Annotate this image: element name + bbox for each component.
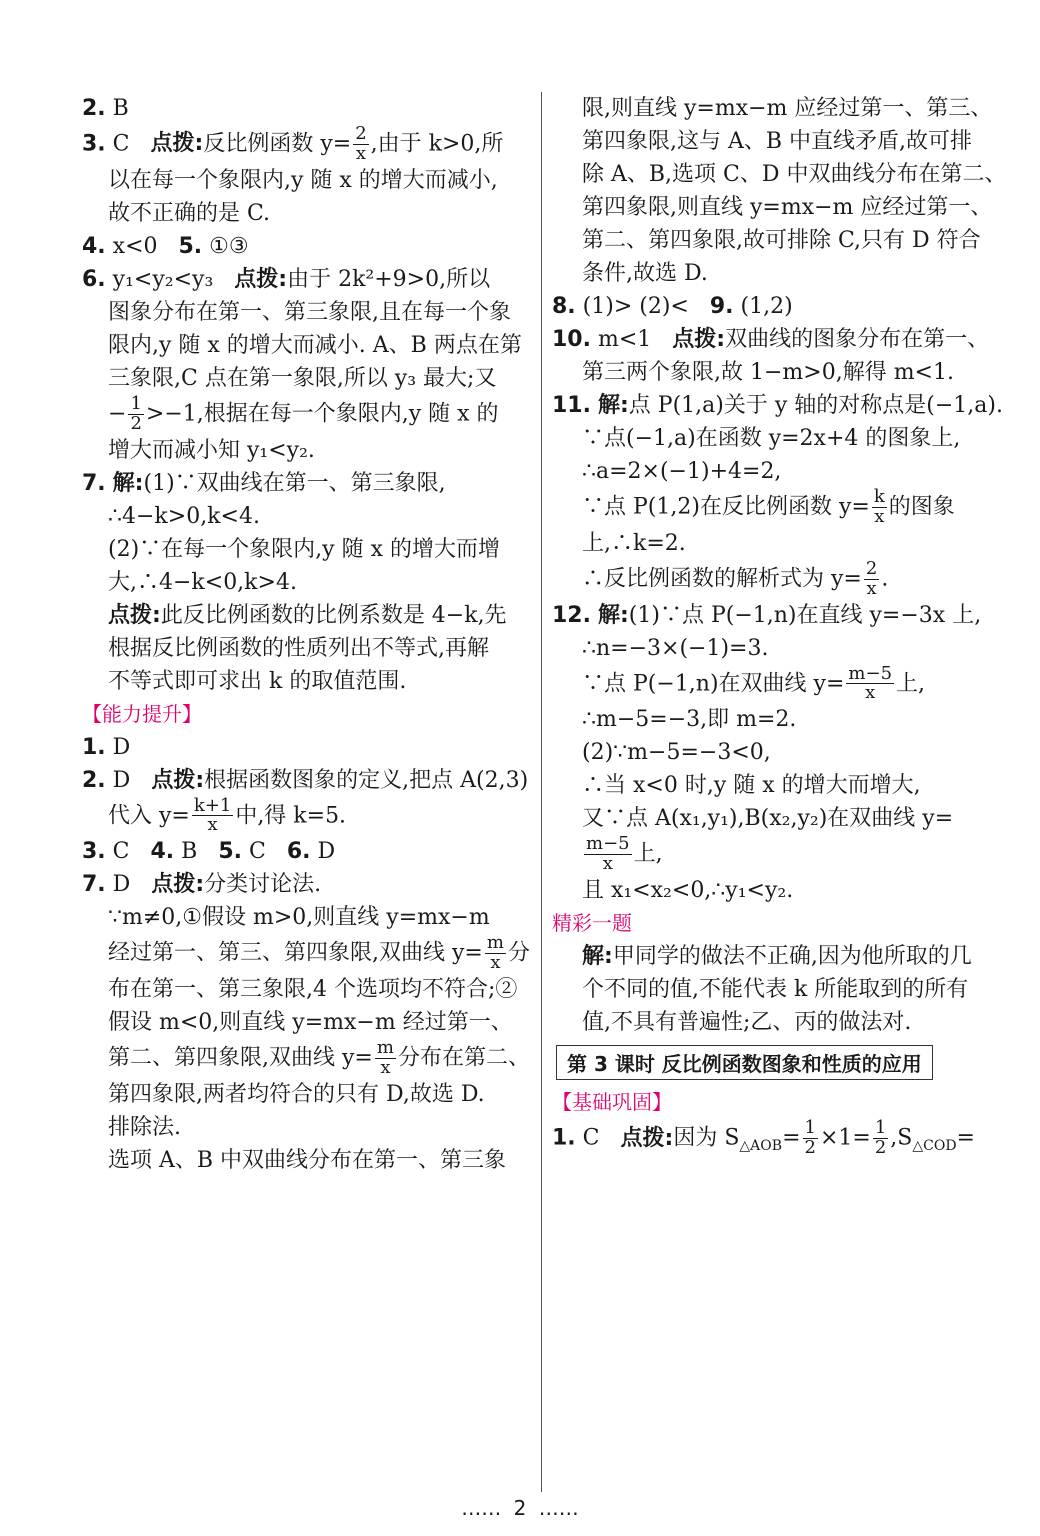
answer-10 [552, 323, 1000, 356]
text-line: 排除法. [108, 1114, 181, 1140]
text-line: 限内,y 随 x 的增大而减小. A、B 两点在第 [108, 332, 522, 358]
text-line: 上,∴k=2. [582, 530, 686, 556]
question-number: 7. [82, 470, 106, 496]
question-number: 8. [552, 294, 576, 319]
question-number: 10. [552, 327, 591, 352]
text-line: 第四象限,这与 A、B 中直线矛盾,故可排 [582, 129, 973, 154]
denominator: x [490, 952, 501, 974]
answer-8-9 [552, 290, 1000, 323]
answer-11 [552, 389, 1003, 422]
answer-text: C [582, 1125, 600, 1151]
text: 此反比例函数的比例系数是 4−k,先 [160, 602, 507, 628]
text-line: 个不同的值,不能代表 k 所能取到的所有 [582, 977, 969, 1003]
lesson-title: 第 3 课时 反比例函数图象和性质的应用 [556, 1045, 933, 1080]
text-line: ∴m−5=−3,即 m=2. [582, 707, 797, 733]
text-line: 不等式即可求出 k 的取值范围. [108, 668, 407, 694]
question-number: 4. [82, 233, 106, 259]
text-line: 第四象限,两者均符合的只有 D,故选 D. [108, 1081, 485, 1107]
text: 分布在第二、 [397, 1045, 530, 1071]
section-heading [552, 1086, 1000, 1119]
question-number: 7. [82, 872, 106, 898]
answer-12 [552, 599, 1000, 632]
section-highlight: 精彩一题 [552, 911, 632, 936]
tip-label: 点拨: [620, 1125, 674, 1151]
text-line: 条件,故选 D. [582, 261, 708, 286]
solution-label: 解: [597, 393, 629, 418]
answer-p7 [82, 868, 532, 901]
tip-label: 点拨: [150, 131, 204, 157]
text-line: ∵m≠0,①假设 m>0,则直线 y=mx−m [108, 905, 490, 931]
fraction [873, 1119, 888, 1158]
text-line: ∴a=2×(−1)+4=2, [582, 459, 782, 484]
text: 甲同学的做法不正确,因为他所取的几 [612, 944, 972, 970]
text-line-fraction [82, 794, 532, 836]
tip-line [82, 599, 532, 632]
tip-label: 点拨: [108, 602, 161, 628]
footer-dots-left: …… [461, 1496, 502, 1520]
text: − [108, 401, 127, 427]
text-line-fraction [552, 662, 1000, 704]
fraction [584, 835, 632, 874]
text: 反比例函数 [203, 131, 321, 157]
text: . [881, 566, 889, 592]
text-line: 增大而减小知 y₁<y₂. [108, 437, 315, 463]
text: 因为 S [673, 1125, 740, 1151]
answer-text: D [317, 839, 336, 865]
answer-text: B [112, 96, 129, 121]
text-line: 除 A、B,选项 C、D 中双曲线分布在第二、 [582, 162, 1007, 187]
text-line: 选项 A、B 中双曲线分布在第一、第三象 [108, 1147, 507, 1173]
question-number: 6. [286, 839, 311, 865]
text: 点 P(1,a)关于 y 轴的对称点是(−1,a). [628, 393, 1003, 418]
tip-label: 点拨: [672, 327, 726, 352]
question-number: 4. [150, 839, 175, 865]
subscript: △AOB [739, 1137, 783, 1154]
text-line: 三象限,C 点在第一象限,所以 y₃ 最大;又 [108, 365, 497, 391]
answer-4-5 [82, 230, 532, 263]
text: (1)∵双曲线在第一、第三象限, [143, 470, 446, 496]
fraction [353, 125, 368, 164]
answer-text: D [112, 872, 131, 898]
text: = [782, 1125, 801, 1151]
text-line: 大,∴4−k<0,k>4. [108, 569, 297, 595]
text: >−1,根据在每一个象限内,y 随 x 的 [145, 401, 499, 427]
answer-text: D [112, 734, 131, 760]
answer-7 [82, 467, 532, 500]
answer-text: B [181, 839, 198, 865]
answer-text: (1)> (2)< [582, 294, 689, 319]
answer-3 [82, 125, 532, 164]
answer-2 [82, 92, 532, 125]
question-number: 3. [82, 839, 106, 865]
numerator: m [486, 932, 504, 954]
answer-b1 [552, 1119, 1000, 1158]
text-line: 又∵点 A(x₁,y₁),B(x₂,y₂)在双曲线 y= [582, 806, 954, 832]
fraction [485, 934, 506, 973]
denominator: x [355, 142, 366, 164]
subscript: △COD [912, 1137, 957, 1154]
text: 上, [896, 670, 926, 696]
answer-text: C [112, 839, 130, 865]
numerator: m−5 [586, 833, 630, 855]
question-number: 3. [82, 131, 106, 157]
tip-label: 点拨: [151, 872, 205, 898]
text: = [956, 1125, 975, 1151]
answer-text: m<1 [597, 327, 652, 352]
text: y= [320, 131, 352, 157]
text: ,由于 k>0,所 [370, 131, 504, 157]
text-line: ∴4−k>0,k<4. [108, 503, 260, 529]
numerator: 2 [865, 557, 878, 579]
text-line: 以在每一个象限内,y 随 x 的增大而减小, [108, 167, 498, 193]
text-line: (2)∵在每一个象限内,y 随 x 的增大而增 [108, 536, 500, 562]
tip-label: 点拨: [234, 266, 288, 292]
solution-label: 解: [597, 602, 629, 628]
text-line: 布在第一、第三象限,4 个选项均不符合;② [108, 977, 518, 1003]
footer-dots-right: …… [538, 1496, 579, 1520]
section-heading [82, 698, 532, 731]
text-line-fraction [552, 557, 1000, 599]
answer-p1 [82, 731, 532, 764]
numerator: 1 [804, 1117, 816, 1139]
question-number: 9. [709, 294, 734, 319]
answer-text: C [249, 839, 266, 865]
text-line: ∴当 x<0 时,y 随 x 的增大而增大, [582, 773, 921, 799]
text: ∵点 P(1,2)在反比例函数 y= [582, 494, 870, 520]
text-line: (2)∵m−5=−3<0, [582, 740, 771, 766]
fraction [872, 488, 887, 527]
text-line: 根据反比例函数的性质列出不等式,再解 [108, 635, 489, 661]
solution-label: 解: [582, 944, 613, 970]
numerator: m−5 [848, 662, 893, 684]
numerator: 2 [355, 123, 367, 144]
text-line: 第二、第四象限,故可排除 C,只有 D 符合 [582, 228, 981, 253]
text-line: 限,则直线 y=mx−m 应经过第一、第三、 [582, 96, 993, 121]
section-ability: 【能力提升】 [82, 701, 202, 726]
question-number: 1. [552, 1125, 576, 1151]
denominator: 2 [804, 1137, 816, 1159]
denominator: x [602, 853, 613, 875]
question-number: 11. [552, 393, 591, 418]
numerator: k [873, 486, 885, 507]
question-number: 5. [218, 839, 242, 865]
text: ∵点 P(−1,n)在双曲线 y= [582, 670, 845, 696]
numerator: m [376, 1037, 394, 1059]
numerator: 1 [874, 1117, 887, 1139]
question-number: 6. [82, 266, 106, 292]
text: 的图象 [888, 494, 955, 520]
text-line: 假设 m<0,则直线 y=mx−m 经过第一、 [108, 1010, 513, 1036]
question-number: 12. [552, 602, 591, 628]
answer-text: (1,2) [740, 294, 793, 319]
answer-6 [82, 263, 532, 296]
text: 分 [507, 940, 530, 966]
answer-p3-p6 [82, 835, 532, 868]
text: 根据函数图象的定义,把点 A(2,3) [204, 767, 529, 793]
text-line: ∴n=−3×(−1)=3. [582, 635, 769, 661]
denominator: x [866, 577, 877, 599]
text-line-fraction [552, 488, 1000, 527]
text: 经过第一、第三、第四象限,双曲线 y= [108, 940, 483, 966]
text: 上, [633, 841, 663, 867]
question-number: 2. [82, 96, 106, 121]
page-footer [0, 1496, 1040, 1520]
fraction [128, 392, 143, 434]
text-line: 第三两个象限,故 1−m>0,解得 m<1. [582, 360, 954, 385]
denominator: x [874, 505, 885, 527]
denominator: x [207, 814, 218, 836]
text: ∴反比例函数的解析式为 y= [582, 566, 862, 592]
text: (1)∵点 P(−1,n)在直线 y=−3x 上, [628, 602, 982, 628]
text-line-fraction [82, 392, 532, 434]
numerator: 1 [130, 392, 142, 414]
column-divider [541, 92, 542, 1492]
tip-label: 点拨: [151, 767, 205, 793]
text: 由于 2k²+9>0,所以 [287, 266, 491, 292]
text: 分类讨论法. [204, 872, 322, 898]
right-column [552, 92, 1007, 1159]
denominator: 2 [874, 1137, 887, 1159]
fraction [846, 662, 894, 704]
text: 第二、第四象限,双曲线 y= [108, 1045, 373, 1071]
text: 中,得 k=5. [235, 802, 347, 828]
highlight-line [552, 940, 1000, 973]
fraction [375, 1039, 396, 1078]
text-line: 图象分布在第一、第三象限,且在每一个象 [108, 299, 511, 325]
left-column [82, 92, 532, 1177]
answer-text: x<0 [112, 233, 158, 259]
text: 双曲线的图象分布在第一、 [725, 327, 990, 352]
solution-label: 解: [112, 470, 144, 496]
lesson-title-row [552, 1039, 1000, 1086]
page-number: 2 [513, 1496, 527, 1520]
text-line: 值,不具有普遍性;乙、丙的做法对. [582, 1010, 912, 1036]
text: ×1= [819, 1125, 871, 1151]
text-line: 故不正确的是 C. [108, 200, 271, 226]
section-heading [552, 907, 1000, 940]
text-line: 第四象限,则直线 y=mx−m 应经过第一、 [582, 195, 993, 220]
question-number: 1. [82, 734, 106, 760]
answer-text: C [112, 131, 130, 157]
section-basics: 【基础巩固】 [552, 1090, 672, 1115]
numerator: k+1 [193, 794, 232, 816]
fraction [192, 794, 233, 836]
text: ,S [890, 1125, 913, 1151]
text-line: 且 x₁<x₂<0,∴y₁<y₂. [582, 878, 794, 904]
fraction [803, 1119, 818, 1158]
question-number: 2. [82, 767, 106, 793]
denominator: 2 [130, 412, 142, 434]
denominator: x [865, 682, 876, 704]
answer-text: D [112, 767, 131, 793]
denominator: x [380, 1057, 391, 1079]
text-line: ∵点(−1,a)在函数 y=2x+4 的图象上, [582, 426, 961, 451]
answer-p2 [82, 764, 532, 797]
answer-text: y₁<y₂<y₃ [112, 266, 214, 292]
question-number: 5. [178, 233, 203, 259]
answer-text: ①③ [209, 233, 249, 259]
text: 代入 y= [108, 802, 190, 828]
text-line-fraction [82, 1039, 532, 1078]
text-line-fraction [552, 835, 1000, 874]
text-line-fraction [82, 934, 532, 973]
fraction [864, 557, 879, 599]
